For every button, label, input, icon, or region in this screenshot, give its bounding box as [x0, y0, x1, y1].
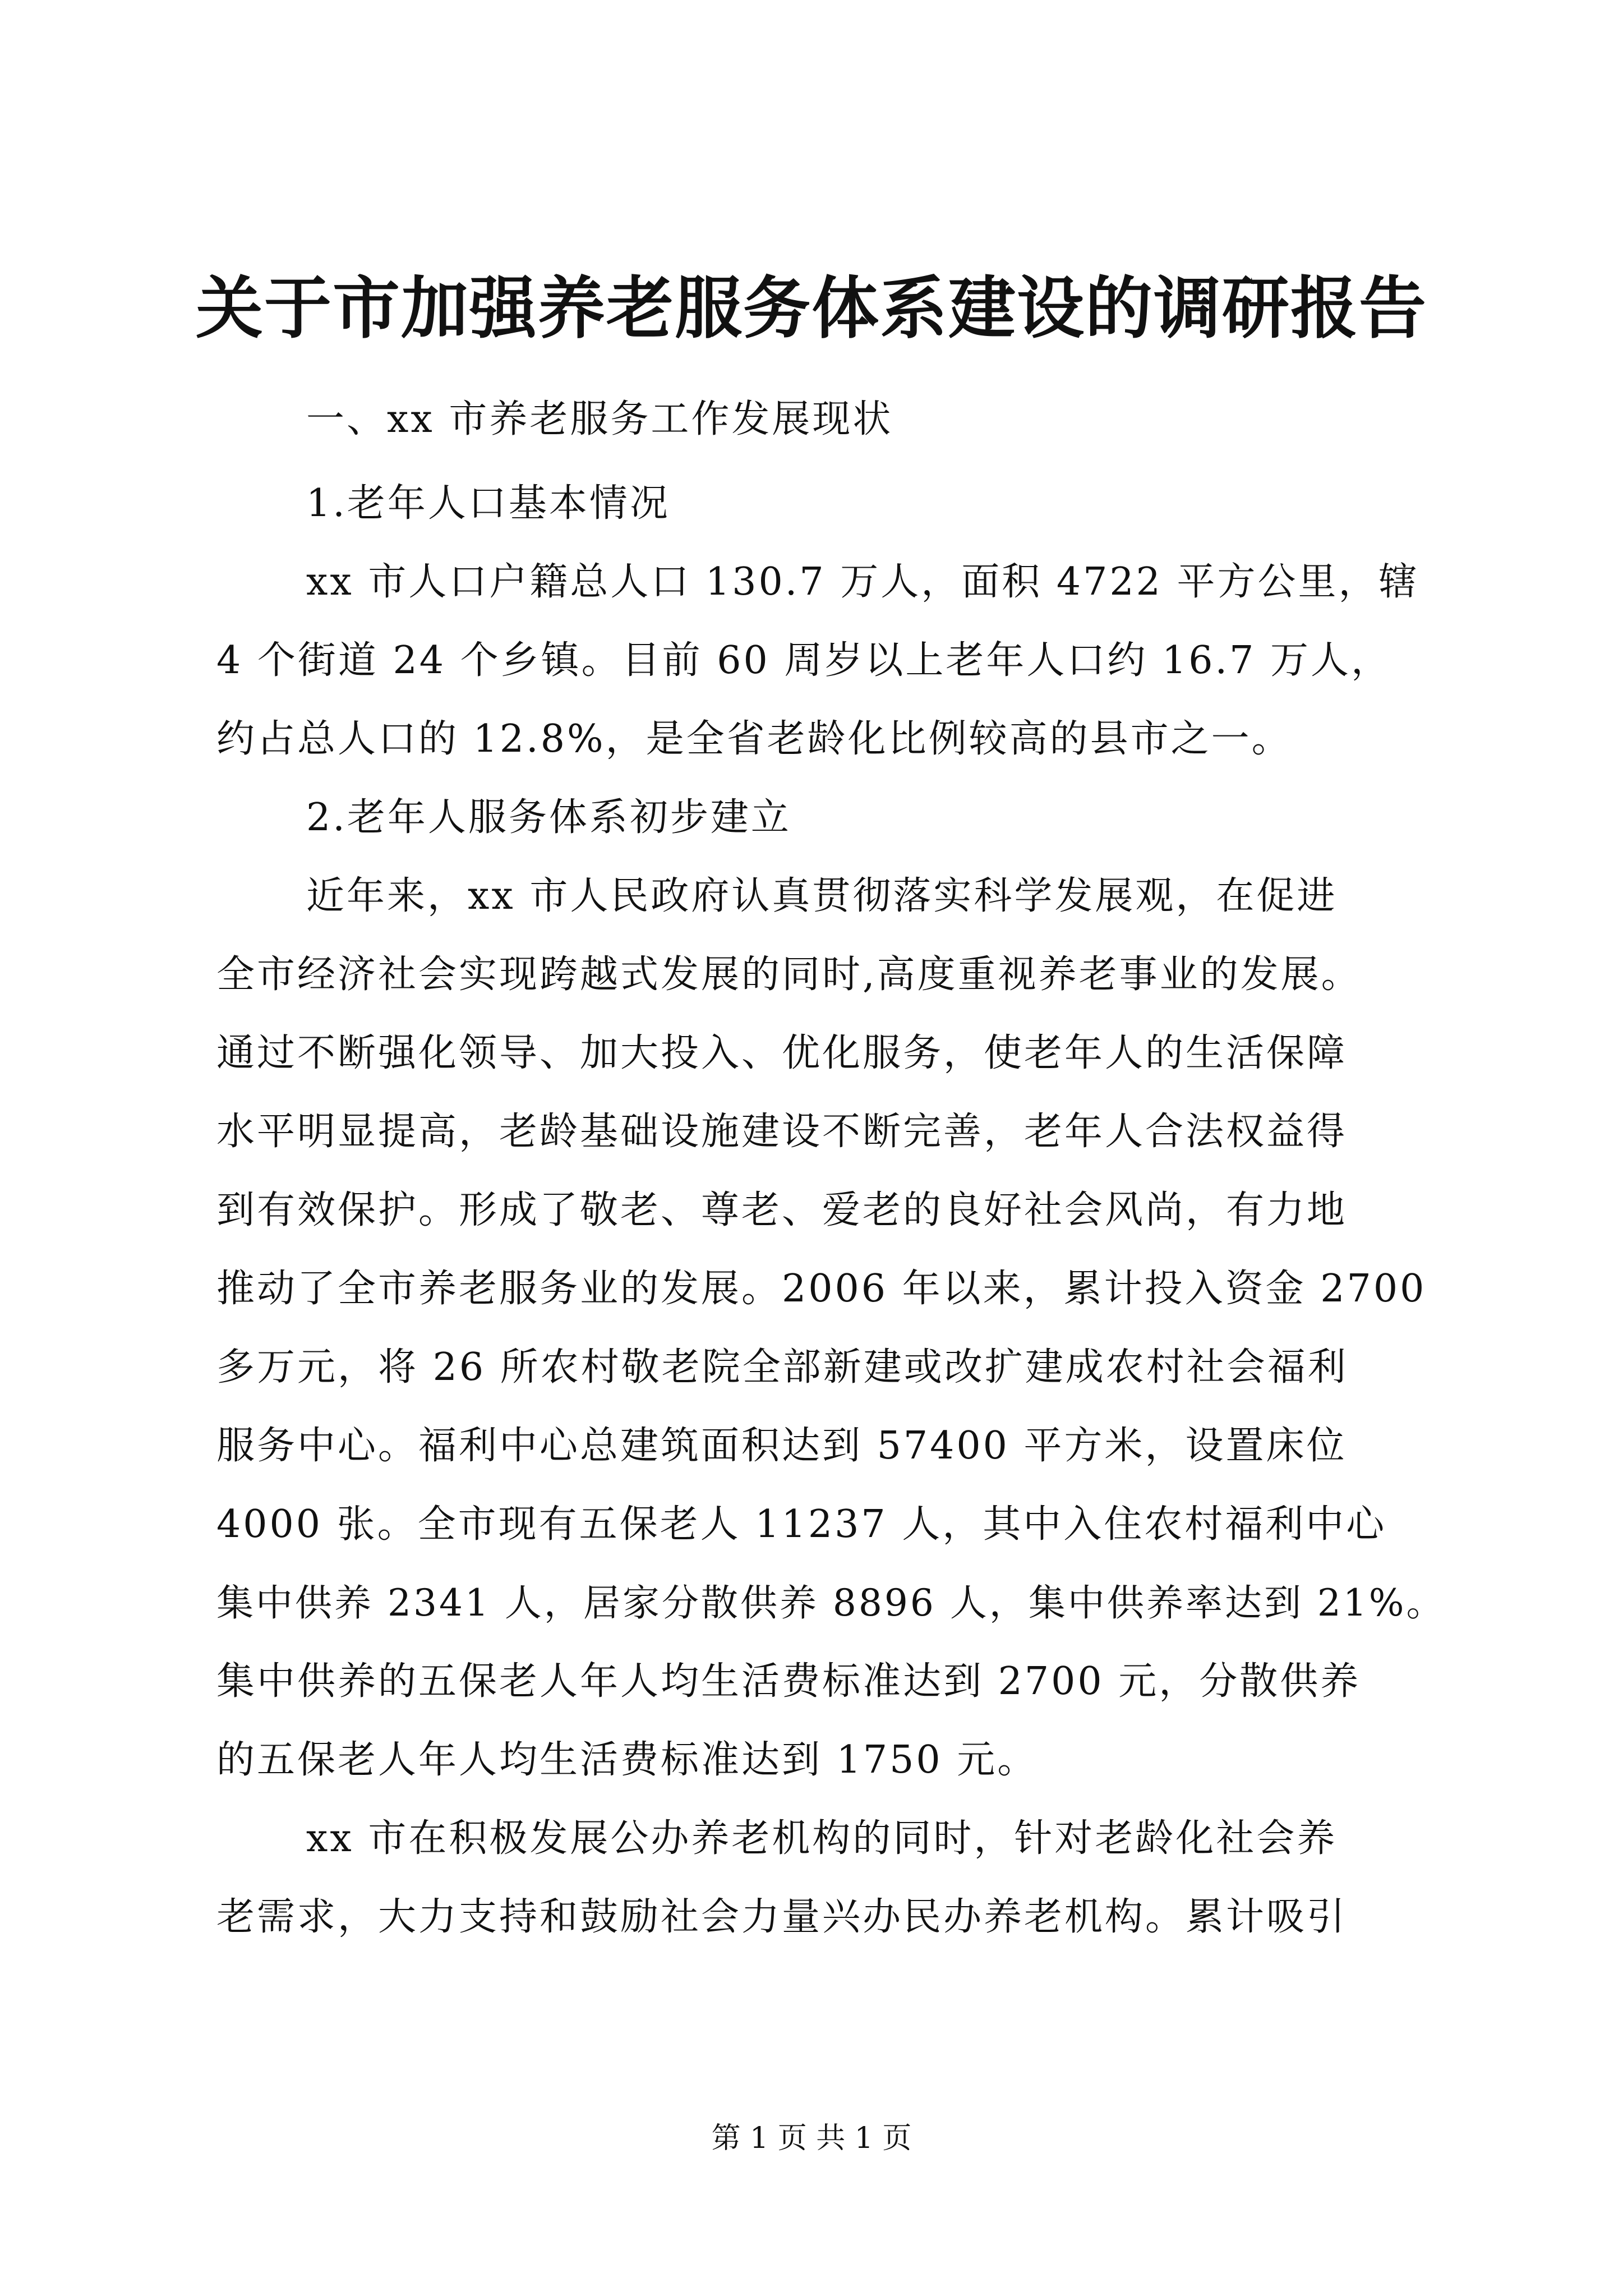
- paragraph-line: 4000 张。全市现有五保老人 11237 人，其中入住农村福利中心: [216, 1502, 1387, 1547]
- paragraph-line: 全市经济社会实现跨越式发展的同时,高度重视养老事业的发展。: [216, 953, 1362, 997]
- paragraph-line: 的五保老人年人均生活费标准达到 1750 元。: [216, 1738, 1038, 1782]
- paragraph-line: 到有效保护。形成了敬老、尊老、爱老的良好社会风尚，有力地: [216, 1188, 1348, 1232]
- subsection-heading: 1.老年人口基本情况: [306, 481, 670, 526]
- subsection-heading: 2.老年人服务体系初步建立: [306, 795, 791, 840]
- paragraph-line: 老需求，大力支持和鼓励社会力量兴办民办养老机构。累计吸引: [216, 1895, 1348, 1939]
- paragraph-line: 通过不断强化领导、加大投入、优化服务，使老年人的生活保障: [216, 1031, 1348, 1075]
- paragraph-line: 服务中心。福利中心总建筑面积达到 57400 平方米，设置床位: [216, 1424, 1347, 1468]
- paragraph-line: 水平明显提高，老龄基础设施建设不断完善，老年人合法权益得: [216, 1110, 1348, 1154]
- paragraph-line: 多万元，将 26 所农村敬老院全部新建或改扩建成农村社会福利: [216, 1345, 1348, 1389]
- section-heading: 一、xx 市养老服务工作发展现状: [306, 397, 893, 441]
- paragraph-line: xx 市人口户籍总人口 130.7 万人，面积 4722 平方公里，辖: [306, 560, 1419, 604]
- paragraph-line: 集中供养 2341 人，居家分散供养 8896 人，集中供养率达到 21%。: [216, 1581, 1446, 1625]
- paragraph-line: 约占总人口的 12.8%，是全省老龄化比例较高的县市之一。: [216, 717, 1292, 761]
- paragraph-line: 4 个街道 24 个乡镇。目前 60 周岁以上老年人口约 16.7 万人，: [216, 638, 1392, 683]
- paragraph-line: 集中供养的五保老人年人均生活费标准达到 2700 元，分散供养: [216, 1659, 1361, 1704]
- paragraph-line: 近年来，xx 市人民政府认真贯彻落实科学发展观，在促进: [306, 874, 1338, 918]
- document-title: 关于市加强养老服务体系建设的调研报告: [196, 269, 1427, 348]
- paragraph-line: 推动了全市养老服务业的发展。2006 年以来，累计投入资金 2700: [216, 1267, 1427, 1311]
- page-footer: 第 1 页 共 1 页: [711, 2122, 912, 2155]
- paragraph-line: xx 市在积极发展公办养老机构的同时，针对老龄化社会养: [306, 1816, 1338, 1861]
